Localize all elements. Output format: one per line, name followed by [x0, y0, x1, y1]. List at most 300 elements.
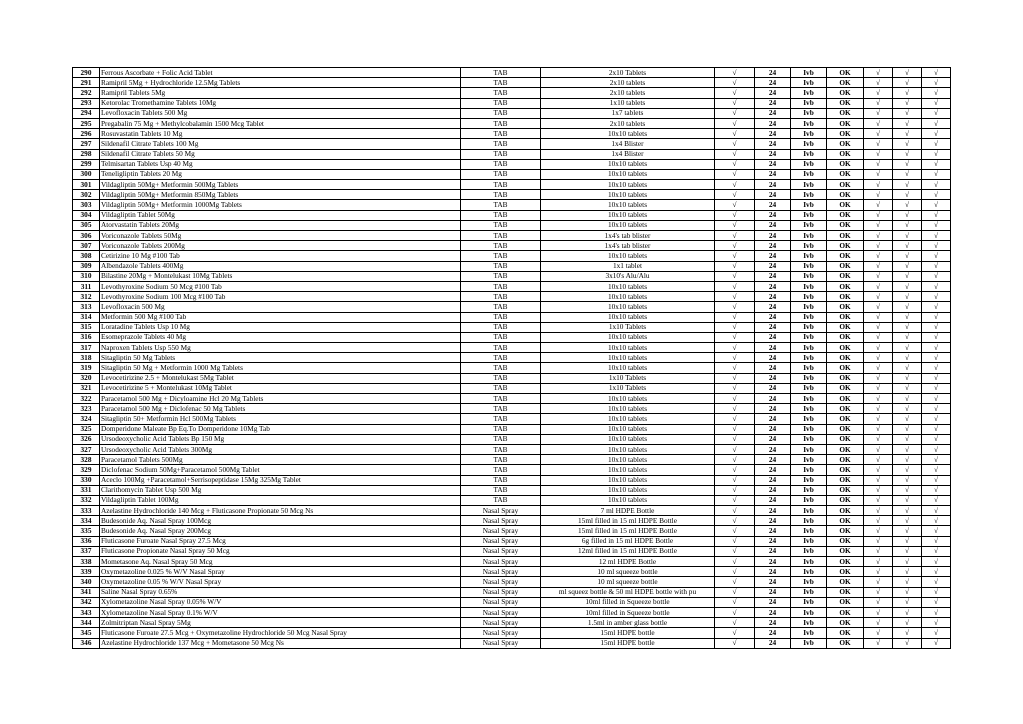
pack-size-cell: 10x10 tablets — [541, 251, 715, 261]
check-mark-cell: √ — [922, 577, 951, 587]
pack-size-cell: 2x10 tablets — [541, 78, 715, 88]
dosage-form-cell: TAB — [461, 343, 541, 353]
climatic-zone-cell: Ivb — [791, 190, 827, 200]
climatic-zone-cell: Ivb — [791, 577, 827, 587]
check-mark-cell: √ — [893, 506, 922, 516]
check-mark-cell: √ — [922, 424, 951, 434]
dosage-form-cell: TAB — [461, 231, 541, 241]
dosage-form-cell: TAB — [461, 118, 541, 128]
check-mark-cell: √ — [893, 241, 922, 251]
check-mark-cell: √ — [893, 281, 922, 291]
shelf-life-cell: 24 — [755, 118, 791, 128]
check-mark-cell: √ — [893, 414, 922, 424]
check-mark-cell: √ — [715, 343, 755, 353]
check-mark-cell: √ — [715, 424, 755, 434]
table-row — [73, 78, 951, 88]
check-mark-cell: √ — [864, 129, 893, 139]
check-mark-cell: √ — [893, 139, 922, 149]
product-name-cell: Mometasone Aq. Nasal Spray 50 Mcg — [100, 557, 461, 567]
dosage-form-cell: TAB — [461, 373, 541, 383]
shelf-life-cell: 24 — [755, 149, 791, 159]
check-mark-cell: √ — [864, 373, 893, 383]
check-mark-cell: √ — [715, 108, 755, 118]
climatic-zone-cell: Ivb — [791, 271, 827, 281]
row-number-cell: 339 — [73, 567, 100, 577]
check-mark-cell: √ — [715, 241, 755, 251]
table-row — [73, 108, 951, 118]
climatic-zone-cell: Ivb — [791, 210, 827, 220]
dosage-form-cell: Nasal Spray — [461, 506, 541, 516]
table-row — [73, 88, 951, 98]
status-ok-cell: OK — [827, 394, 864, 404]
status-ok-cell: OK — [827, 373, 864, 383]
table-body — [73, 68, 951, 649]
check-mark-cell: √ — [864, 190, 893, 200]
shelf-life-cell: 24 — [755, 169, 791, 179]
table-row — [73, 485, 951, 495]
climatic-zone-cell: Ivb — [791, 251, 827, 261]
check-mark-cell: √ — [922, 220, 951, 230]
row-number-cell: 337 — [73, 546, 100, 556]
check-mark-cell: √ — [922, 241, 951, 251]
check-mark-cell: √ — [715, 628, 755, 638]
row-number-cell: 326 — [73, 434, 100, 444]
check-mark-cell: √ — [715, 363, 755, 373]
pack-size-cell: 10x10 tablets — [541, 394, 715, 404]
status-ok-cell: OK — [827, 485, 864, 495]
pack-size-cell: 12 ml HDPE Bottle — [541, 557, 715, 567]
check-mark-cell: √ — [864, 557, 893, 567]
pack-size-cell: 10ml filled in Squeeze bottle — [541, 597, 715, 607]
table-row — [73, 292, 951, 302]
product-name-cell: Fluticasone Furoate 27.5 Mcg + Oxymetazoline Hydrochloride 50 Mcg Nasal Spray — [100, 628, 461, 638]
dosage-form-cell: TAB — [461, 485, 541, 495]
dosage-form-cell: TAB — [461, 363, 541, 373]
dosage-form-cell: TAB — [461, 465, 541, 475]
table-row — [73, 180, 951, 190]
table-row — [73, 567, 951, 577]
shelf-life-cell: 24 — [755, 465, 791, 475]
product-name-cell: Ketorolac Tromethamine Tablets 10Mg — [100, 98, 461, 108]
shelf-life-cell: 24 — [755, 78, 791, 88]
climatic-zone-cell: Ivb — [791, 526, 827, 536]
dosage-form-cell: TAB — [461, 98, 541, 108]
product-name-cell: Sitagliptin 50+ Metformin Hcl 500Mg Tablets — [100, 414, 461, 424]
shelf-life-cell: 24 — [755, 231, 791, 241]
dosage-form-cell: Nasal Spray — [461, 526, 541, 536]
climatic-zone-cell: Ivb — [791, 281, 827, 291]
row-number-cell: 292 — [73, 88, 100, 98]
check-mark-cell: √ — [864, 251, 893, 261]
table-row — [73, 190, 951, 200]
check-mark-cell: √ — [715, 68, 755, 78]
check-mark-cell: √ — [715, 465, 755, 475]
check-mark-cell: √ — [715, 597, 755, 607]
product-name-cell: Teneligliptin Tablets 20 Mg — [100, 169, 461, 179]
pack-size-cell: 10x10 tablets — [541, 220, 715, 230]
row-number-cell: 342 — [73, 597, 100, 607]
check-mark-cell: √ — [864, 180, 893, 190]
check-mark-cell: √ — [922, 516, 951, 526]
shelf-life-cell: 24 — [755, 180, 791, 190]
pack-size-cell: 1x10 Tablets — [541, 322, 715, 332]
climatic-zone-cell: Ivb — [791, 363, 827, 373]
dosage-form-cell: TAB — [461, 414, 541, 424]
pack-size-cell: 10x10 tablets — [541, 332, 715, 342]
table-row — [73, 322, 951, 332]
climatic-zone-cell: Ivb — [791, 628, 827, 638]
check-mark-cell: √ — [864, 68, 893, 78]
table-row — [73, 536, 951, 546]
status-ok-cell: OK — [827, 169, 864, 179]
climatic-zone-cell: Ivb — [791, 169, 827, 179]
row-number-cell: 317 — [73, 343, 100, 353]
climatic-zone-cell: Ivb — [791, 404, 827, 414]
table-row — [73, 169, 951, 179]
check-mark-cell: √ — [893, 332, 922, 342]
row-number-cell: 308 — [73, 251, 100, 261]
check-mark-cell: √ — [864, 78, 893, 88]
check-mark-cell: √ — [715, 577, 755, 587]
check-mark-cell: √ — [922, 231, 951, 241]
row-number-cell: 329 — [73, 465, 100, 475]
pack-size-cell: 7 ml HDPE Bottle — [541, 506, 715, 516]
check-mark-cell: √ — [715, 159, 755, 169]
check-mark-cell: √ — [922, 180, 951, 190]
dosage-form-cell: TAB — [461, 322, 541, 332]
row-number-cell: 314 — [73, 312, 100, 322]
check-mark-cell: √ — [864, 638, 893, 648]
status-ok-cell: OK — [827, 495, 864, 505]
table-row — [73, 251, 951, 261]
check-mark-cell: √ — [922, 618, 951, 628]
shelf-life-cell: 24 — [755, 618, 791, 628]
dosage-form-cell: Nasal Spray — [461, 567, 541, 577]
shelf-life-cell: 24 — [755, 139, 791, 149]
row-number-cell: 343 — [73, 607, 100, 617]
check-mark-cell: √ — [715, 220, 755, 230]
pack-size-cell: 15ml HDPE bottle — [541, 638, 715, 648]
product-name-cell: Xylometazoline Nasal Spray 0.05% W/V — [100, 597, 461, 607]
check-mark-cell: √ — [922, 414, 951, 424]
table-row — [73, 353, 951, 363]
check-mark-cell: √ — [893, 78, 922, 88]
check-mark-cell: √ — [922, 465, 951, 475]
check-mark-cell: √ — [864, 322, 893, 332]
product-table — [72, 67, 951, 649]
check-mark-cell: √ — [893, 231, 922, 241]
check-mark-cell: √ — [893, 383, 922, 393]
status-ok-cell: OK — [827, 220, 864, 230]
row-number-cell: 325 — [73, 424, 100, 434]
check-mark-cell: √ — [715, 98, 755, 108]
check-mark-cell: √ — [893, 322, 922, 332]
row-number-cell: 301 — [73, 180, 100, 190]
dosage-form-cell: Nasal Spray — [461, 516, 541, 526]
check-mark-cell: √ — [922, 169, 951, 179]
check-mark-cell: √ — [864, 149, 893, 159]
table-row — [73, 587, 951, 597]
climatic-zone-cell: Ivb — [791, 353, 827, 363]
climatic-zone-cell: Ivb — [791, 373, 827, 383]
dosage-form-cell: TAB — [461, 353, 541, 363]
check-mark-cell: √ — [864, 118, 893, 128]
check-mark-cell: √ — [864, 231, 893, 241]
check-mark-cell: √ — [893, 88, 922, 98]
dosage-form-cell: TAB — [461, 455, 541, 465]
check-mark-cell: √ — [922, 68, 951, 78]
check-mark-cell: √ — [922, 373, 951, 383]
check-mark-cell: √ — [893, 638, 922, 648]
pack-size-cell: 10x10 tablets — [541, 281, 715, 291]
check-mark-cell: √ — [893, 444, 922, 454]
row-number-cell: 303 — [73, 200, 100, 210]
check-mark-cell: √ — [922, 108, 951, 118]
check-mark-cell: √ — [864, 424, 893, 434]
check-mark-cell: √ — [922, 475, 951, 485]
dosage-form-cell: TAB — [461, 139, 541, 149]
shelf-life-cell: 24 — [755, 404, 791, 414]
row-number-cell: 332 — [73, 495, 100, 505]
check-mark-cell: √ — [864, 292, 893, 302]
dosage-form-cell: Nasal Spray — [461, 546, 541, 556]
row-number-cell: 299 — [73, 159, 100, 169]
status-ok-cell: OK — [827, 597, 864, 607]
row-number-cell: 309 — [73, 261, 100, 271]
check-mark-cell: √ — [715, 455, 755, 465]
dosage-form-cell: TAB — [461, 495, 541, 505]
check-mark-cell: √ — [715, 485, 755, 495]
climatic-zone-cell: Ivb — [791, 587, 827, 597]
check-mark-cell: √ — [715, 404, 755, 414]
pack-size-cell: 2x10 tablets — [541, 118, 715, 128]
shelf-life-cell: 24 — [755, 251, 791, 261]
pack-size-cell: 10x10 tablets — [541, 190, 715, 200]
dosage-form-cell: TAB — [461, 129, 541, 139]
row-number-cell: 305 — [73, 220, 100, 230]
shelf-life-cell: 24 — [755, 495, 791, 505]
check-mark-cell: √ — [715, 332, 755, 342]
check-mark-cell: √ — [715, 495, 755, 505]
status-ok-cell: OK — [827, 455, 864, 465]
status-ok-cell: OK — [827, 108, 864, 118]
shelf-life-cell: 24 — [755, 353, 791, 363]
check-mark-cell: √ — [715, 373, 755, 383]
shelf-life-cell: 24 — [755, 241, 791, 251]
climatic-zone-cell: Ivb — [791, 465, 827, 475]
status-ok-cell: OK — [827, 444, 864, 454]
climatic-zone-cell: Ivb — [791, 220, 827, 230]
table-row — [73, 343, 951, 353]
shelf-life-cell: 24 — [755, 638, 791, 648]
product-name-cell: Vildagliptin 50Mg+ Metformin 1000Mg Tablets — [100, 200, 461, 210]
dosage-form-cell: TAB — [461, 302, 541, 312]
row-number-cell: 336 — [73, 536, 100, 546]
check-mark-cell: √ — [922, 251, 951, 261]
check-mark-cell: √ — [864, 210, 893, 220]
pack-size-cell: 10x10 tablets — [541, 129, 715, 139]
pack-size-cell: 15ml filled in 15 ml HDPE Bottle — [541, 526, 715, 536]
pack-size-cell: 10x10 tablets — [541, 475, 715, 485]
product-name-cell: Albendazole Tablets 400Mg — [100, 261, 461, 271]
row-number-cell: 323 — [73, 404, 100, 414]
check-mark-cell: √ — [893, 220, 922, 230]
climatic-zone-cell: Ivb — [791, 383, 827, 393]
check-mark-cell: √ — [715, 546, 755, 556]
check-mark-cell: √ — [893, 373, 922, 383]
dosage-form-cell: Nasal Spray — [461, 628, 541, 638]
climatic-zone-cell: Ivb — [791, 516, 827, 526]
dosage-form-cell: TAB — [461, 180, 541, 190]
check-mark-cell: √ — [922, 322, 951, 332]
product-name-cell: Sildenafil Citrate Tablets 100 Mg — [100, 139, 461, 149]
status-ok-cell: OK — [827, 434, 864, 444]
status-ok-cell: OK — [827, 343, 864, 353]
check-mark-cell: √ — [864, 139, 893, 149]
status-ok-cell: OK — [827, 638, 864, 648]
check-mark-cell: √ — [922, 210, 951, 220]
status-ok-cell: OK — [827, 414, 864, 424]
shelf-life-cell: 24 — [755, 271, 791, 281]
dosage-form-cell: TAB — [461, 281, 541, 291]
check-mark-cell: √ — [893, 434, 922, 444]
check-mark-cell: √ — [715, 129, 755, 139]
check-mark-cell: √ — [922, 506, 951, 516]
check-mark-cell: √ — [893, 343, 922, 353]
pack-size-cell: 10ml filled in Squeeze bottle — [541, 607, 715, 617]
product-name-cell: Diclofenac Sodium 50Mg+Paracetamol 500Mg Tablet — [100, 465, 461, 475]
check-mark-cell: √ — [864, 546, 893, 556]
pack-size-cell: 2x10 tablets — [541, 88, 715, 98]
status-ok-cell: OK — [827, 312, 864, 322]
row-number-cell: 318 — [73, 353, 100, 363]
table-row — [73, 159, 951, 169]
climatic-zone-cell: Ivb — [791, 434, 827, 444]
table-row — [73, 332, 951, 342]
climatic-zone-cell: Ivb — [791, 200, 827, 210]
table-row — [73, 363, 951, 373]
dosage-form-cell: TAB — [461, 332, 541, 342]
dosage-form-cell: TAB — [461, 444, 541, 454]
pack-size-cell: 1x4 Blister — [541, 149, 715, 159]
table-row — [73, 312, 951, 322]
table-row — [73, 618, 951, 628]
status-ok-cell: OK — [827, 241, 864, 251]
pack-size-cell: 1.5ml in amber glass bottle — [541, 618, 715, 628]
product-name-cell: Rosuvastatin Tablets 10 Mg — [100, 129, 461, 139]
shelf-life-cell: 24 — [755, 220, 791, 230]
check-mark-cell: √ — [922, 139, 951, 149]
check-mark-cell: √ — [893, 210, 922, 220]
table-row — [73, 465, 951, 475]
row-number-cell: 300 — [73, 169, 100, 179]
check-mark-cell: √ — [864, 444, 893, 454]
table-row — [73, 526, 951, 536]
shelf-life-cell: 24 — [755, 292, 791, 302]
status-ok-cell: OK — [827, 180, 864, 190]
check-mark-cell: √ — [864, 220, 893, 230]
check-mark-cell: √ — [922, 485, 951, 495]
status-ok-cell: OK — [827, 546, 864, 556]
product-name-cell: Vildagliptin Tablet 100Mg — [100, 495, 461, 505]
shelf-life-cell: 24 — [755, 455, 791, 465]
product-name-cell: Levothyroxine Sodium 100 Mcg #100 Tab — [100, 292, 461, 302]
shelf-life-cell: 24 — [755, 332, 791, 342]
shelf-life-cell: 24 — [755, 129, 791, 139]
check-mark-cell: √ — [922, 281, 951, 291]
table-row — [73, 68, 951, 78]
table-row — [73, 98, 951, 108]
check-mark-cell: √ — [715, 139, 755, 149]
dosage-form-cell: Nasal Spray — [461, 638, 541, 648]
check-mark-cell: √ — [893, 394, 922, 404]
climatic-zone-cell: Ivb — [791, 149, 827, 159]
product-name-cell: Vildagliptin 50Mg+ Metformin 850Mg Tablets — [100, 190, 461, 200]
climatic-zone-cell: Ivb — [791, 424, 827, 434]
check-mark-cell: √ — [922, 495, 951, 505]
check-mark-cell: √ — [922, 98, 951, 108]
climatic-zone-cell: Ivb — [791, 557, 827, 567]
check-mark-cell: √ — [864, 577, 893, 587]
pack-size-cell: 10x10 tablets — [541, 169, 715, 179]
dosage-form-cell: TAB — [461, 312, 541, 322]
shelf-life-cell: 24 — [755, 190, 791, 200]
climatic-zone-cell: Ivb — [791, 98, 827, 108]
climatic-zone-cell: Ivb — [791, 414, 827, 424]
check-mark-cell: √ — [864, 567, 893, 577]
dosage-form-cell: TAB — [461, 200, 541, 210]
check-mark-cell: √ — [893, 404, 922, 414]
climatic-zone-cell: Ivb — [791, 444, 827, 454]
row-number-cell: 335 — [73, 526, 100, 536]
status-ok-cell: OK — [827, 98, 864, 108]
shelf-life-cell: 24 — [755, 343, 791, 353]
row-number-cell: 290 — [73, 68, 100, 78]
product-name-cell: Paracetamol Tablets 500Mg — [100, 455, 461, 465]
check-mark-cell: √ — [922, 536, 951, 546]
status-ok-cell: OK — [827, 271, 864, 281]
shelf-life-cell: 24 — [755, 363, 791, 373]
check-mark-cell: √ — [864, 618, 893, 628]
check-mark-cell: √ — [864, 383, 893, 393]
check-mark-cell: √ — [864, 526, 893, 536]
product-name-cell: Oxymetazoline 0.05 % W/V Nasal Spray — [100, 577, 461, 587]
climatic-zone-cell: Ivb — [791, 68, 827, 78]
pack-size-cell: 1x4's tab blister — [541, 231, 715, 241]
check-mark-cell: √ — [922, 149, 951, 159]
shelf-life-cell: 24 — [755, 536, 791, 546]
pack-size-cell: 10x10 tablets — [541, 465, 715, 475]
pack-size-cell: 10x10 tablets — [541, 292, 715, 302]
check-mark-cell: √ — [864, 343, 893, 353]
check-mark-cell: √ — [893, 363, 922, 373]
row-number-cell: 297 — [73, 139, 100, 149]
status-ok-cell: OK — [827, 577, 864, 587]
shelf-life-cell: 24 — [755, 628, 791, 638]
climatic-zone-cell: Ivb — [791, 475, 827, 485]
table-row — [73, 628, 951, 638]
pack-size-cell: 6g filled in 15 ml HDPE Bottle — [541, 536, 715, 546]
pack-size-cell: 1x1 tablet — [541, 261, 715, 271]
pack-size-cell: 10x10 tablets — [541, 455, 715, 465]
check-mark-cell: √ — [893, 149, 922, 159]
climatic-zone-cell: Ivb — [791, 322, 827, 332]
status-ok-cell: OK — [827, 353, 864, 363]
table-row — [73, 414, 951, 424]
row-number-cell: 298 — [73, 149, 100, 159]
check-mark-cell: √ — [715, 475, 755, 485]
shelf-life-cell: 24 — [755, 424, 791, 434]
